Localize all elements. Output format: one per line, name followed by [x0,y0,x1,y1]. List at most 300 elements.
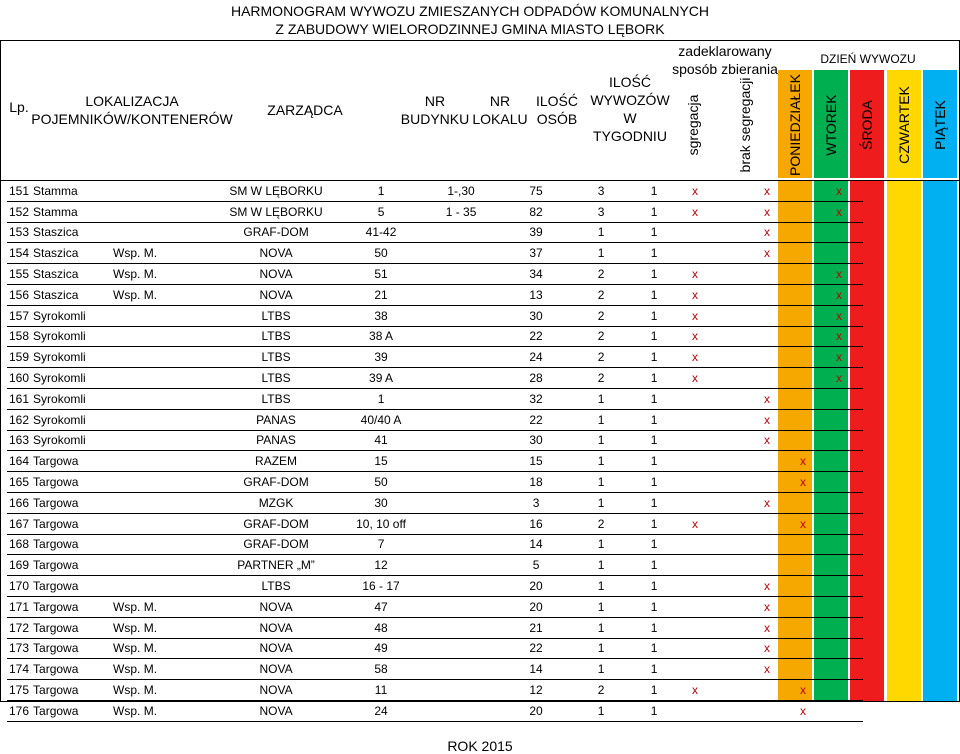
day-mark-poniedzialek [677,492,713,513]
persons-count: 22 [529,412,543,427]
row-padding [857,305,863,326]
row-number: 156 [9,287,30,302]
header-segregacja-label: sgregacja [685,94,701,156]
street-name: Stamma [33,204,78,219]
row-padding [857,264,863,285]
no-segregation-count: 1 [650,225,658,240]
persons-count: 20 [529,579,543,594]
day-mark-piatek [821,680,857,701]
day-mark-czwartek [785,305,821,326]
header-day-czwartek-label: CZWARTEK [896,86,912,164]
header-wywozow-line1: ILOŚĆ [608,74,651,90]
row-padding [857,201,863,222]
segregation-count: 2 [597,350,605,365]
table-row [7,243,863,264]
row-number: 153 [9,225,30,240]
no-segregation-count: 1 [650,371,658,386]
street-name: Syrokomli [33,391,86,406]
day-mark-piatek [821,409,857,430]
segregation-count: 2 [597,287,605,302]
day-mark-poniedzialek [677,451,713,472]
table-row [7,388,863,409]
segregation-count: 1 [597,558,605,573]
manager-name: RAZEM [255,454,298,469]
row-number: 157 [9,308,30,323]
manager-name: MZGK [258,495,294,510]
day-mark-czwartek [785,264,821,285]
table-row [7,451,863,472]
persons-count: 5 [532,558,540,573]
row-padding [857,555,863,576]
day-mark-czwartek [785,388,821,409]
day-mark-poniedzialek: x [692,371,699,386]
day-mark-sroda [749,264,785,285]
table-row [7,638,863,659]
row-padding [857,368,863,389]
location-note [111,576,211,597]
unit-number: 1-,30 [447,183,475,198]
day-mark-czwartek [785,243,821,264]
day-mark-poniedzialek: x [692,516,699,531]
manager-name: NOVA [259,703,293,718]
manager-name: PANAS [256,412,296,427]
day-column-czwartek [887,181,921,701]
street-name: Targowa [33,662,79,677]
building-number: 15 [374,454,388,469]
day-mark-czwartek [785,326,821,347]
segregation-count: 1 [597,391,605,406]
persons-count: 37 [529,246,543,261]
header-segregacja [678,70,708,180]
manager-name: PARTNER „M” [237,558,315,573]
header-day-piatek-label: PIĄTEK [932,100,948,150]
street-name: Targowa [33,579,79,594]
day-mark-czwartek [785,409,821,430]
location-note: Wsp. M. [113,662,158,677]
row-number: 170 [9,579,30,594]
row-padding [857,409,863,430]
header-ilosc-wywozow [585,74,675,144]
unit-number [421,243,501,264]
day-mark-wtorek [713,617,749,638]
day-mark-poniedzialek [677,472,713,493]
day-mark-sroda [749,555,785,576]
day-mark-czwartek [785,617,821,638]
day-mark-wtorek [713,222,749,243]
header-day-poniedzialek [780,70,810,180]
day-mark-sroda: x [764,620,771,635]
day-mark-czwartek [785,430,821,451]
segregation-count: 2 [597,329,605,344]
segregation-count: 1 [597,454,605,469]
manager-name: NOVA [259,599,293,614]
day-mark-piatek [821,534,857,555]
no-segregation-count: 1 [650,391,658,406]
segregation-count: 3 [597,204,605,219]
day-mark-czwartek [785,284,821,305]
no-segregation-count: 1 [650,246,658,261]
building-number: 5 [377,204,385,219]
left-border [0,40,1,702]
building-number: 16 - 17 [362,579,400,594]
no-segregation-count: 1 [650,329,658,344]
day-mark-czwartek: x [800,703,807,718]
day-mark-sroda [749,534,785,555]
row-padding [857,576,863,597]
segregation-count: 2 [597,371,605,386]
header-brak-segregacji [730,70,760,180]
header-dzien-label: DZIEŃ WYWOZU [820,52,916,66]
header-nr-budynku [395,92,475,128]
row-padding [857,451,863,472]
day-mark-piatek: x [836,329,843,344]
table-row [7,659,863,680]
day-mark-poniedzialek: x [692,204,699,219]
header-zarzadca-label: ZARZĄDCA [267,102,343,118]
persons-count: 14 [529,537,543,552]
day-mark-czwartek [785,596,821,617]
day-mark-poniedzialek: x [692,683,699,698]
header-lp-label: Lp. [9,99,29,115]
day-mark-wtorek [713,347,749,368]
row-padding [857,430,863,451]
street-name: Staszica [33,225,79,240]
day-mark-wtorek [713,430,749,451]
table-row [7,222,863,243]
building-number: 38 [374,308,388,323]
row-number: 163 [9,433,30,448]
segregation-count: 1 [597,433,605,448]
manager-name: NOVA [259,246,293,261]
row-padding [857,326,863,347]
building-number: 24 [374,703,388,718]
street-name: Targowa [33,558,79,573]
street-name: Targowa [33,537,79,552]
day-mark-piatek: x [836,350,843,365]
day-mark-poniedzialek [677,638,713,659]
document-title-line1: HARMONOGRAM WYWOZU ZMIESZANYCH ODPADÓW KOMUNALNYCH [230,3,710,19]
manager-name: NOVA [259,267,293,282]
building-number: 11 [374,683,388,698]
header-ilosc-osob-line1: ILOŚĆ [535,93,578,109]
day-mark-piatek [821,555,857,576]
street-name: Stamma [33,183,78,198]
row-number: 164 [9,454,30,469]
no-segregation-count: 1 [650,454,658,469]
day-mark-piatek [821,700,857,721]
row-number: 154 [9,246,30,261]
day-mark-piatek [821,451,857,472]
day-mark-wtorek [713,264,749,285]
building-number: 41 [374,433,388,448]
unit-number [421,555,501,576]
day-mark-wtorek [713,534,749,555]
table-row [7,513,863,534]
manager-name: PANAS [256,433,296,448]
location-note [111,222,211,243]
day-mark-poniedzialek: x [692,287,699,302]
location-note [111,181,211,201]
location-note [111,305,211,326]
day-mark-sroda [749,284,785,305]
day-mark-sroda [749,305,785,326]
table-row [7,576,863,597]
header-wywozow-line3: W TYGODNIU [593,110,667,144]
table-row [7,472,863,493]
day-mark-poniedzialek: x [692,183,699,198]
persons-count: 20 [529,703,543,718]
row-number: 176 [9,703,30,718]
day-mark-poniedzialek [677,555,713,576]
no-segregation-count: 1 [650,683,658,698]
header-sposob-line2: sposób zbierania [672,61,778,77]
row-number: 159 [9,350,30,365]
persons-count: 18 [529,475,543,490]
table-row [7,617,863,638]
table-row [7,596,863,617]
day-mark-wtorek [713,284,749,305]
unit-number [421,347,501,368]
header-lokalizacja-line1: LOKALIZACJA [85,93,179,109]
day-mark-czwartek [785,368,821,389]
unit-number [421,368,501,389]
day-mark-wtorek [713,388,749,409]
table-row [7,347,863,368]
day-mark-poniedzialek [677,409,713,430]
persons-count: 15 [529,454,543,469]
street-name: Syrokomli [33,371,86,386]
schedule-rows [7,181,863,721]
segregation-count: 1 [597,620,605,635]
manager-name: NOVA [259,683,293,698]
segregation-count: 2 [597,516,605,531]
no-segregation-count: 1 [650,495,658,510]
row-number: 168 [9,537,30,552]
building-number: 7 [377,537,385,552]
manager-name: GRAF-DOM [243,516,309,531]
table-row [7,492,863,513]
day-mark-sroda: x [764,225,771,240]
persons-count: 34 [529,267,543,282]
header-zarzadca [240,98,370,122]
location-note: Wsp. M. [113,683,158,698]
table-row [7,430,863,451]
day-mark-poniedzialek [677,534,713,555]
header-wywozow-line2: WYWOZÓW [590,92,670,108]
persons-count: 22 [529,329,543,344]
header-day-czwartek [889,70,919,180]
table-row [7,700,863,721]
building-number: 51 [374,267,388,282]
header-nr-lokalu-line2: LOKALU [472,111,528,127]
manager-name: SM W LĘBORKU [229,183,323,198]
day-mark-wtorek [713,513,749,534]
manager-name: LTBS [261,308,291,323]
row-number: 158 [9,329,30,344]
unit-number [421,264,501,285]
unit-number [421,451,501,472]
location-note [111,513,211,534]
building-number: 10, 10 off [356,516,406,531]
day-mark-piatek [821,617,857,638]
day-mark-wtorek [713,472,749,493]
persons-count: 32 [529,391,543,406]
day-mark-sroda: x [764,641,771,656]
location-note [111,409,211,430]
segregation-count: 3 [597,183,605,198]
street-name: Targowa [33,475,79,490]
building-number: 47 [374,599,388,614]
persons-count: 14 [529,662,543,677]
unit-number [421,222,501,243]
day-mark-wtorek [713,451,749,472]
building-number: 49 [374,641,388,656]
unit-number [421,596,501,617]
row-number: 175 [9,683,30,698]
day-mark-czwartek [785,181,821,201]
persons-count: 39 [529,225,543,240]
location-note [111,347,211,368]
building-number: 40/40 A [360,412,402,427]
header-ilosc-osob [527,92,587,128]
day-mark-czwartek [785,492,821,513]
building-number: 41-42 [365,225,397,240]
day-mark-piatek [821,638,857,659]
building-number: 12 [374,558,388,573]
day-mark-wtorek [713,305,749,326]
location-note [111,472,211,493]
row-padding [857,181,863,201]
row-number: 152 [9,204,30,219]
street-name: Syrokomli [33,433,86,448]
no-segregation-count: 1 [650,599,658,614]
header-day-sroda-label: ŚRODA [859,100,875,150]
unit-number [421,388,501,409]
header-nr-lokalu-line1: NR [489,93,511,109]
header-day-poniedzialek-label: PONIEDZIAŁEK [787,74,803,176]
manager-name: LTBS [261,350,291,365]
day-mark-piatek: x [836,267,843,282]
manager-name: NOVA [259,641,293,656]
unit-number [421,513,501,534]
day-mark-piatek [821,659,857,680]
day-mark-czwartek [785,555,821,576]
location-note [111,430,211,451]
location-note [111,534,211,555]
manager-name: LTBS [261,391,291,406]
day-mark-czwartek: x [800,683,807,698]
day-mark-piatek [821,472,857,493]
manager-name: LTBS [261,329,291,344]
persons-count: 21 [529,620,543,635]
building-number: 58 [374,662,388,677]
day-mark-sroda [749,326,785,347]
day-mark-wtorek [713,659,749,680]
day-mark-sroda [749,680,785,701]
day-mark-sroda: x [764,662,771,677]
no-segregation-count: 1 [650,579,658,594]
building-number: 39 A [369,371,394,386]
day-mark-czwartek [785,659,821,680]
row-padding [857,472,863,493]
segregation-count: 2 [597,308,605,323]
persons-count: 75 [529,183,543,198]
no-segregation-count: 1 [650,558,658,573]
street-name: Targowa [33,454,79,469]
building-number: 39 [374,350,388,365]
street-name: Syrokomli [33,308,86,323]
header-day-sroda [852,70,882,180]
day-mark-sroda [749,472,785,493]
table-row [7,264,863,285]
persons-count: 16 [529,516,543,531]
day-mark-piatek [821,513,857,534]
schedule-table [7,181,863,722]
header-brak-segregacji-label: brak segregacji [737,77,753,173]
segregation-count: 2 [597,683,605,698]
table-row [7,555,863,576]
manager-name: NOVA [259,620,293,635]
persons-count: 12 [529,683,543,698]
persons-count: 24 [529,350,543,365]
manager-name: GRAF-DOM [243,225,309,240]
day-mark-sroda: x [764,579,771,594]
header-nr-budynku-line1: NR [424,93,446,109]
day-mark-wtorek [713,409,749,430]
street-name: Staszica [33,246,79,261]
no-segregation-count: 1 [650,204,658,219]
persons-count: 13 [529,287,543,302]
segregation-count: 1 [597,495,605,510]
street-name: Targowa [33,620,79,635]
table-row [7,534,863,555]
segregation-count: 1 [597,662,605,677]
day-mark-sroda [749,347,785,368]
table-row [7,181,863,201]
row-number: 166 [9,495,30,510]
day-mark-sroda [749,451,785,472]
day-mark-poniedzialek: x [692,267,699,282]
location-note [111,451,211,472]
row-padding [857,284,863,305]
location-note [111,326,211,347]
row-number: 160 [9,371,30,386]
manager-name: NOVA [259,287,293,302]
persons-count: 20 [529,599,543,614]
street-name: Targowa [33,599,79,614]
no-segregation-count: 1 [650,412,658,427]
location-note [111,368,211,389]
row-number: 162 [9,412,30,427]
row-number: 169 [9,558,30,573]
no-segregation-count: 1 [650,267,658,282]
day-mark-wtorek [713,576,749,597]
day-mark-sroda: x [764,204,771,219]
day-mark-piatek: x [836,287,843,302]
day-mark-sroda: x [764,183,771,198]
no-segregation-count: 1 [650,308,658,323]
day-mark-poniedzialek [677,596,713,617]
header-nr-lokalu [465,92,535,128]
location-note: Wsp. M. [113,599,158,614]
street-name: Staszica [33,287,79,302]
day-mark-sroda [749,700,785,721]
unit-number [421,284,501,305]
day-mark-czwartek [785,201,821,222]
day-mark-piatek [821,388,857,409]
row-number: 167 [9,516,30,531]
day-mark-poniedzialek [677,243,713,264]
